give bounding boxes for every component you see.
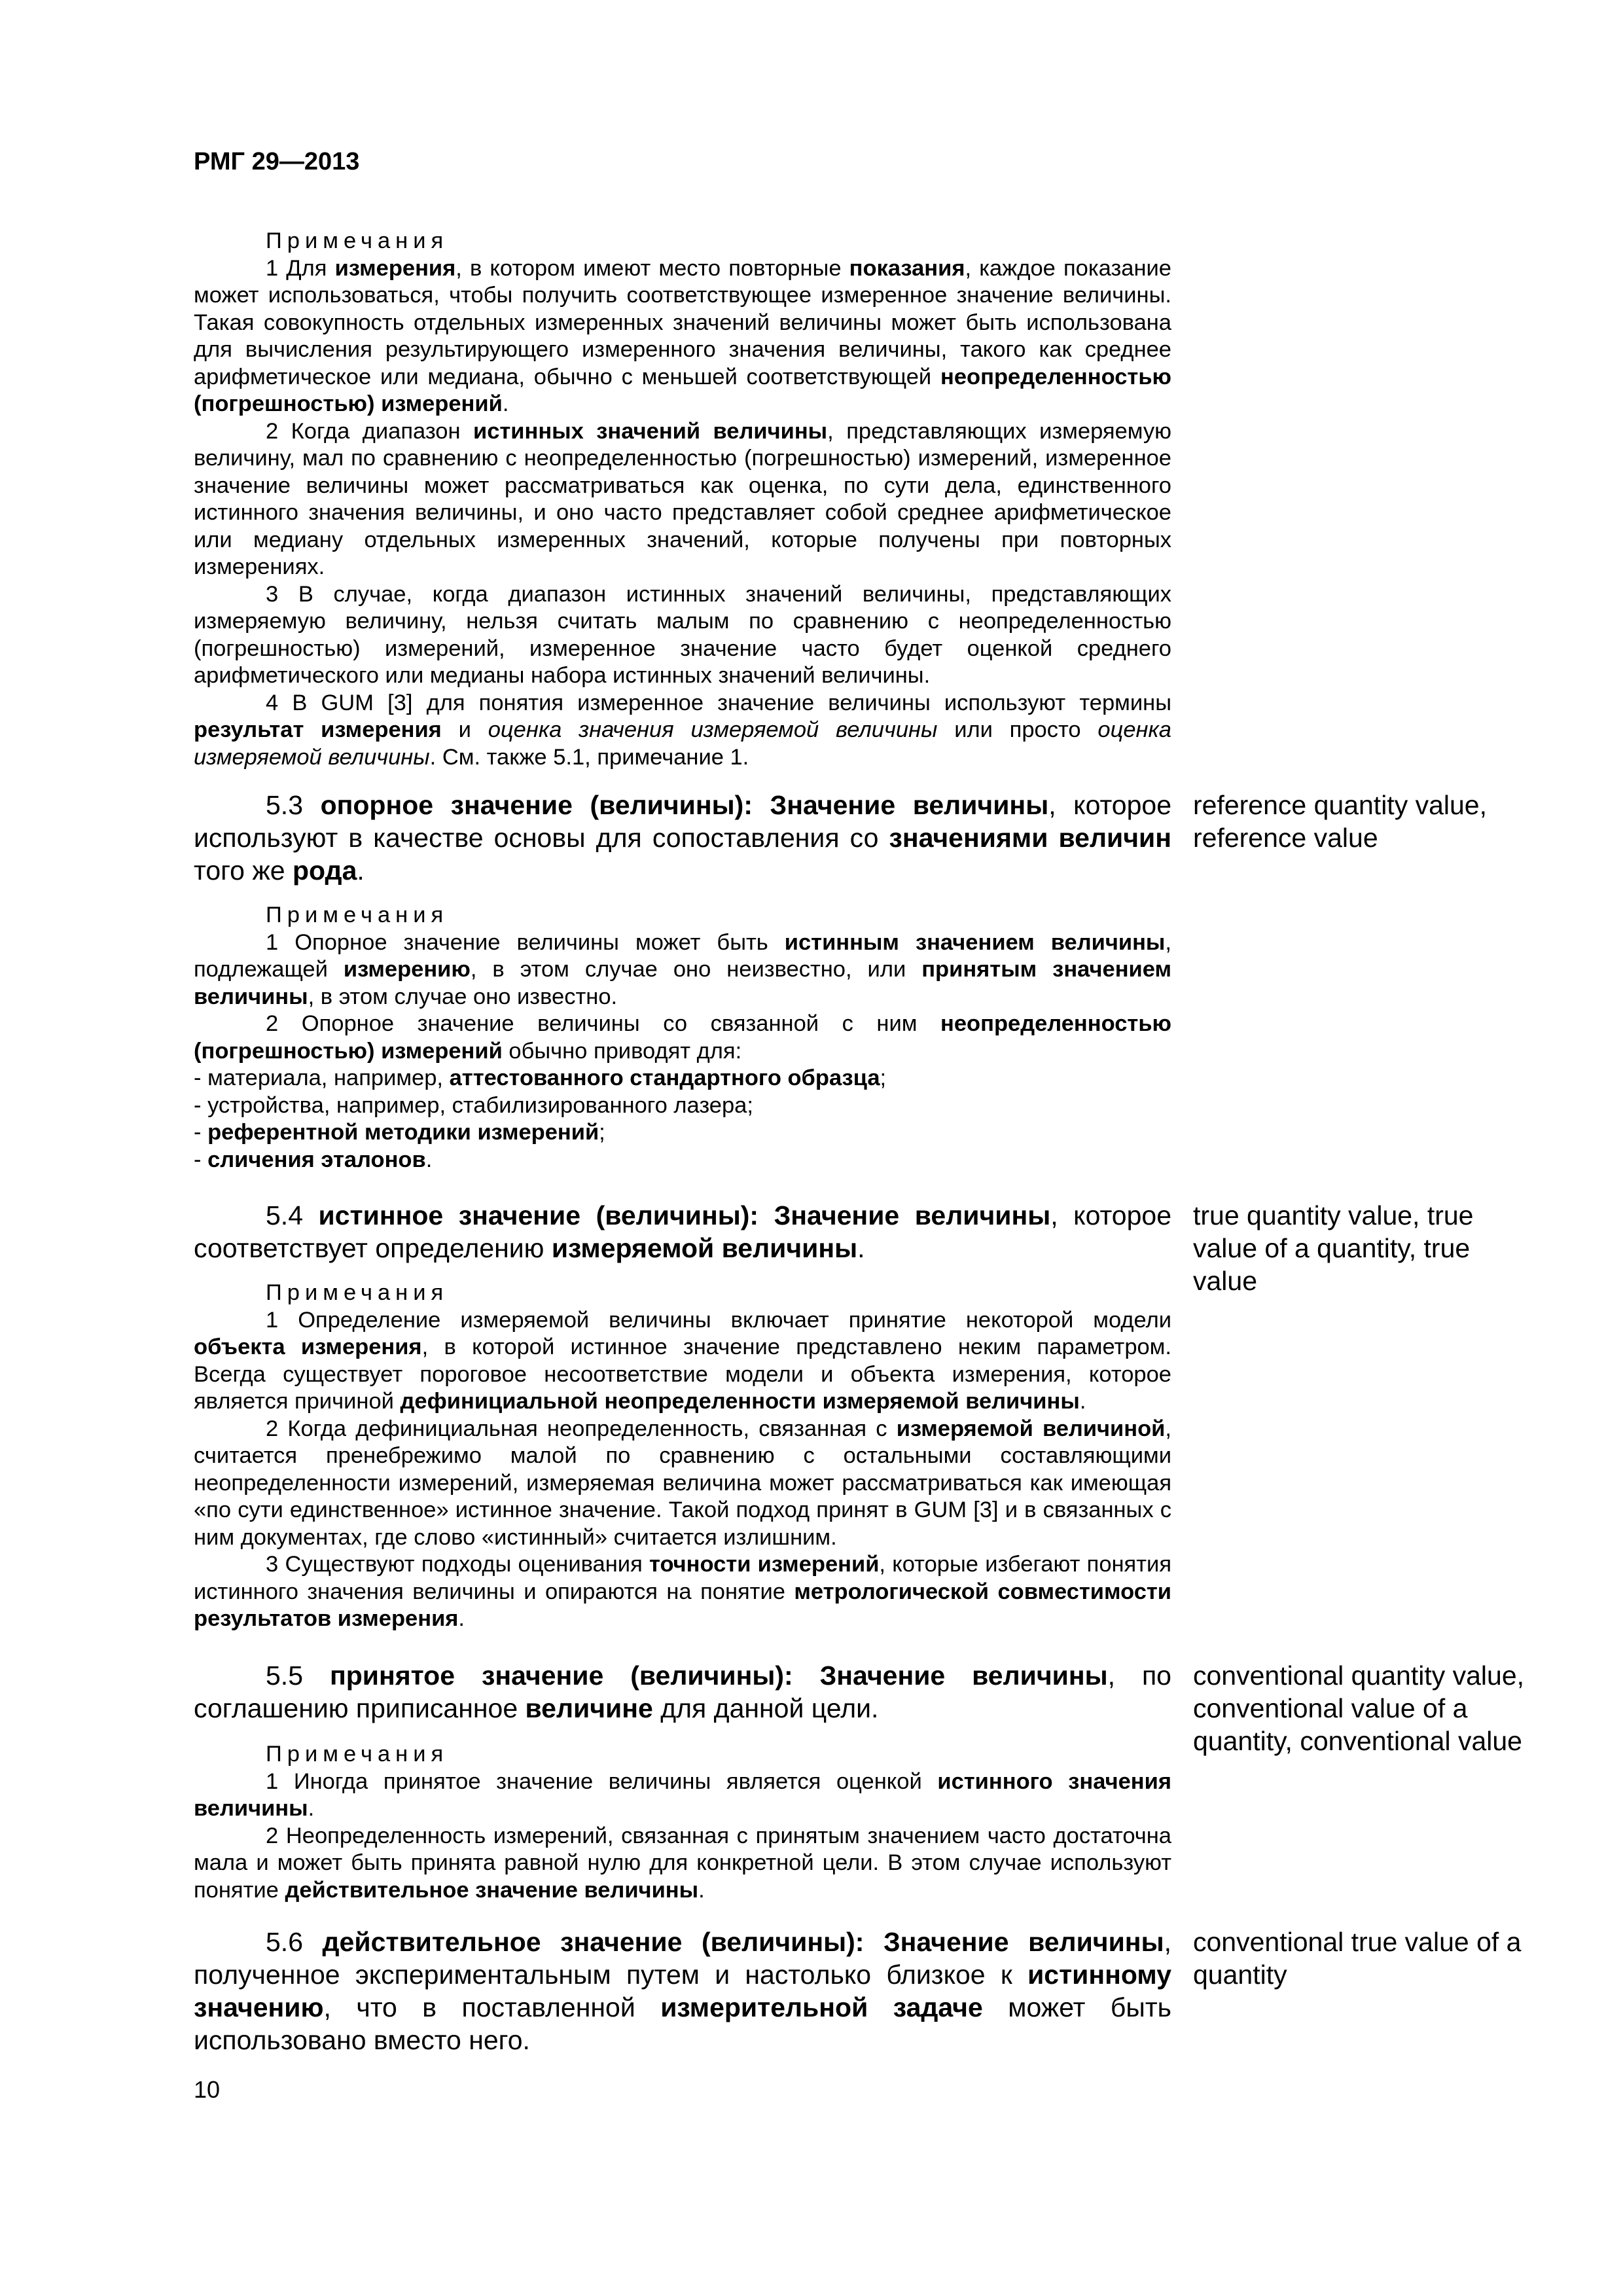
text-run: . См. также 5.1, примечание 1.: [429, 744, 749, 770]
text-run: действительное значение (величины): Значение величины: [322, 1927, 1164, 1957]
notes-label: Примечания: [266, 903, 449, 927]
text-run: принятым значением величины: [194, 957, 1172, 1009]
notes-list: [194, 1768, 1171, 1905]
text-run: истинное значение (величины): Значение величины: [318, 1200, 1051, 1230]
text-run: неопределенностью (погрешностью) измерений: [194, 364, 1171, 416]
text-run: 1 Иногда принятое значение величины является оценкой: [266, 1768, 938, 1794]
paragraph: [194, 1416, 1171, 1552]
text-run: 2 Неопределенность измерений, связанная с принятым значением часто достаточна мала и может быть принята равной нулю для конкретной цели. В этом случае используют понятие: [194, 1823, 1171, 1903]
text-run: , которое используют в качестве основы для сопоставления со: [194, 790, 1172, 853]
text-run: 4 В GUM [3] для понятия измеренное значение величины используют термины: [266, 690, 1171, 715]
paragraph: [194, 1768, 1171, 1823]
text-run: , в которой истинное значение представлено неким параметром. Всегда существует пороговое несоответствие модели и объекта измерения, которое является причиной: [194, 1335, 1171, 1414]
text-run: ;: [599, 1120, 605, 1145]
text-run: истинному значению: [194, 1960, 1171, 2022]
text-run: референтной методики измерений: [207, 1120, 599, 1145]
text-run: сличения эталонов: [207, 1147, 426, 1172]
text-run: 5.3: [266, 790, 321, 820]
text-run: объекта измерения: [194, 1335, 422, 1359]
text-run: 2 Когда дефинициальная неопределенность, связанная с: [266, 1416, 897, 1441]
text-run: -: [194, 1120, 208, 1145]
notes-label: Примечания: [266, 228, 449, 253]
paragraph: [194, 1926, 1171, 2056]
paragraph: [194, 1823, 1171, 1905]
text-run: , в этом случае оно известно.: [308, 984, 618, 1009]
list-item: [194, 1065, 1171, 1092]
notes-label: Примечания: [266, 1742, 449, 1767]
term-5-3-notes: [194, 902, 1171, 1174]
text-run: показания: [849, 255, 965, 281]
text-run: измеряемой величины: [551, 1233, 858, 1263]
text-run: 5.5: [266, 1660, 330, 1691]
page-number: 10: [194, 2076, 221, 2103]
text-run: ;: [880, 1066, 887, 1090]
notes-list: [194, 255, 1171, 772]
text-run: 1 Для: [266, 255, 335, 281]
term-5-5-english: conventional quantity value, conventional value of a quantity, conventional value: [1193, 1660, 1525, 1756]
text-run: истинных значений величины: [473, 418, 828, 444]
text-run: оценка измеряемой величины: [194, 717, 1171, 770]
term-5-4-english: true quantity value, true value of a quantity, true value: [1193, 1200, 1474, 1296]
text-run: принятое значение (величины): Значение величины: [329, 1660, 1108, 1691]
term-5-4-definition: [194, 1199, 1171, 1265]
text-run: , представляющих измеряемую величину, мал по сравнению с неопределенностью (погрешностью) измерений, измеренное значение величины может рассматриваться как оценка, по сути дела, единственного истинного значения величины, и оно часто представляет собой среднее арифметическое или медиану отдельных измеренных значений, которые получены при повторных измерениях.: [194, 418, 1171, 579]
paragraph: [194, 1659, 1171, 1725]
text-run: .: [698, 1877, 705, 1903]
text-run: 2 Когда диапазон: [266, 418, 473, 444]
paragraph: [194, 581, 1171, 690]
notes-label: Примечания: [266, 1280, 449, 1305]
text-run: 3 Существуют подходы оценивания: [266, 1552, 649, 1577]
text-run: , по соглашению приписанное: [194, 1660, 1171, 1723]
text-run: .: [425, 1147, 433, 1172]
text-run: , в котором имеют место повторные: [455, 255, 849, 281]
text-run: дефинициальной неопределенности измеряемой величины: [400, 1389, 1080, 1414]
term-5-3-definition: [194, 789, 1171, 887]
list-item: [194, 1119, 1171, 1147]
text-run: .: [308, 1796, 315, 1821]
text-run: 1 Опорное значение величины может быть: [266, 929, 785, 955]
text-run: , каждое показание может использоваться, чтобы получить соответствующее измеренное значение величины. Такая совокупность отдельных измеренных значений величины может быть использована для вычисления результирующего измеренного значения величины, такого как среднее арифметическое или медиана, обычно с меньшей соответствующей: [194, 255, 1171, 389]
text-run: , которое соответствует определению: [194, 1200, 1172, 1263]
text-run: действительное значение величины: [285, 1877, 699, 1903]
text-run: , которые избегают понятия истинного значения величины и опираются на понятие: [194, 1552, 1171, 1604]
text-run: неопределенностью (погрешностью) измерений: [194, 1011, 1171, 1064]
text-run: 3 В случае, когда диапазон истинных значений величины, представляющих измеряемую величину, нельзя считать малым по сравнению с неопределенностью (погрешностью) измерений, измеренное значение часто будет оценкой среднего арифметического или медианы набора истинных значений величины.: [194, 581, 1171, 688]
text-run: значениями величин: [889, 823, 1171, 853]
text-run: измеряемой величиной: [896, 1416, 1166, 1441]
text-run: , в этом случае оно неизвестно, или: [470, 957, 922, 982]
text-run: рода: [293, 855, 357, 886]
text-run: того же: [194, 855, 293, 886]
text-run: результат измерения: [194, 717, 442, 742]
notes-list: [194, 929, 1171, 1066]
text-run: - материала, например,: [194, 1066, 450, 1090]
paragraph: [194, 789, 1171, 887]
term-5-5-notes: [194, 1741, 1171, 1904]
term-5-3-english: reference quantity value, reference value: [1193, 790, 1487, 853]
text-run: , полученное экспериментальным путем и настолько близкое к: [194, 1927, 1171, 1990]
text-run: истинным значением величины: [784, 929, 1166, 955]
paragraph: [194, 1551, 1171, 1633]
list-item: [194, 1147, 1171, 1174]
paragraph: [194, 1199, 1171, 1265]
text-run: измерительной задаче: [660, 1992, 983, 2022]
text-run: оценка значения измеряемой величины: [488, 717, 938, 742]
page-header: РМГ 29—2013: [194, 148, 360, 175]
text-run: .: [1079, 1389, 1086, 1414]
term-5-6-english: conventional true value of a quantity: [1193, 1927, 1522, 1990]
text-run: .: [502, 391, 509, 416]
term-5-5-definition: [194, 1659, 1171, 1725]
text-run: величине: [525, 1693, 653, 1723]
text-run: - устройства, например, стабилизированного лазера;: [194, 1092, 753, 1118]
notes-block-top: [194, 228, 1171, 771]
text-run: аттестованного стандартного образца: [449, 1066, 880, 1090]
term-5-4-notes: [194, 1280, 1171, 1633]
text-run: , считается пренебрежимо малой по сравнению с остальными составляющими неопределенности измерений, измеряемая величина может рассматриваться как имеющая «по сути единственное» истинное значение. Такой подход принят в GUM [3] и в связанных с ним документах, где слово «истинный» считается излишним.: [194, 1416, 1171, 1550]
text-run: 1 Определение измеряемой величины включает принятие некоторой модели: [266, 1307, 1171, 1333]
paragraph: [194, 929, 1171, 1011]
text-run: -: [194, 1147, 208, 1172]
notes-list: [194, 1307, 1171, 1633]
list-item: [194, 1092, 1171, 1120]
paragraph: [194, 1307, 1171, 1416]
text-run: .: [857, 1233, 865, 1263]
text-run: обычно приводят для:: [502, 1038, 742, 1064]
text-run: .: [357, 855, 365, 886]
text-run: точности измерений: [649, 1552, 880, 1577]
text-run: .: [458, 1606, 465, 1631]
text-run: 5.4: [266, 1200, 319, 1230]
text-run: и: [441, 717, 488, 742]
text-run: для данной цели.: [652, 1693, 879, 1723]
reference-list: [194, 1065, 1171, 1174]
text-run: измерения: [334, 255, 456, 281]
text-run: может быть использовано вместо него.: [194, 1992, 1171, 2055]
text-run: или просто: [937, 717, 1098, 742]
text-run: , что в поставленной: [323, 1992, 661, 2022]
text-run: измерению: [343, 957, 471, 982]
text-run: 2 Опорное значение величины со связанной с ним: [266, 1011, 940, 1036]
text-run: метрологической совместимости результатов измерения: [194, 1579, 1171, 1631]
paragraph: [194, 1011, 1171, 1065]
text-run: истинного значения величины: [194, 1768, 1171, 1821]
text-run: , подлежащей: [194, 929, 1171, 982]
paragraph: [194, 255, 1171, 418]
text-run: 5.6: [266, 1927, 323, 1957]
paragraph: [194, 418, 1171, 581]
paragraph: [194, 690, 1171, 772]
text-run: опорное значение (величины): Значение величины: [320, 790, 1049, 820]
term-5-6-definition: [194, 1926, 1171, 2056]
